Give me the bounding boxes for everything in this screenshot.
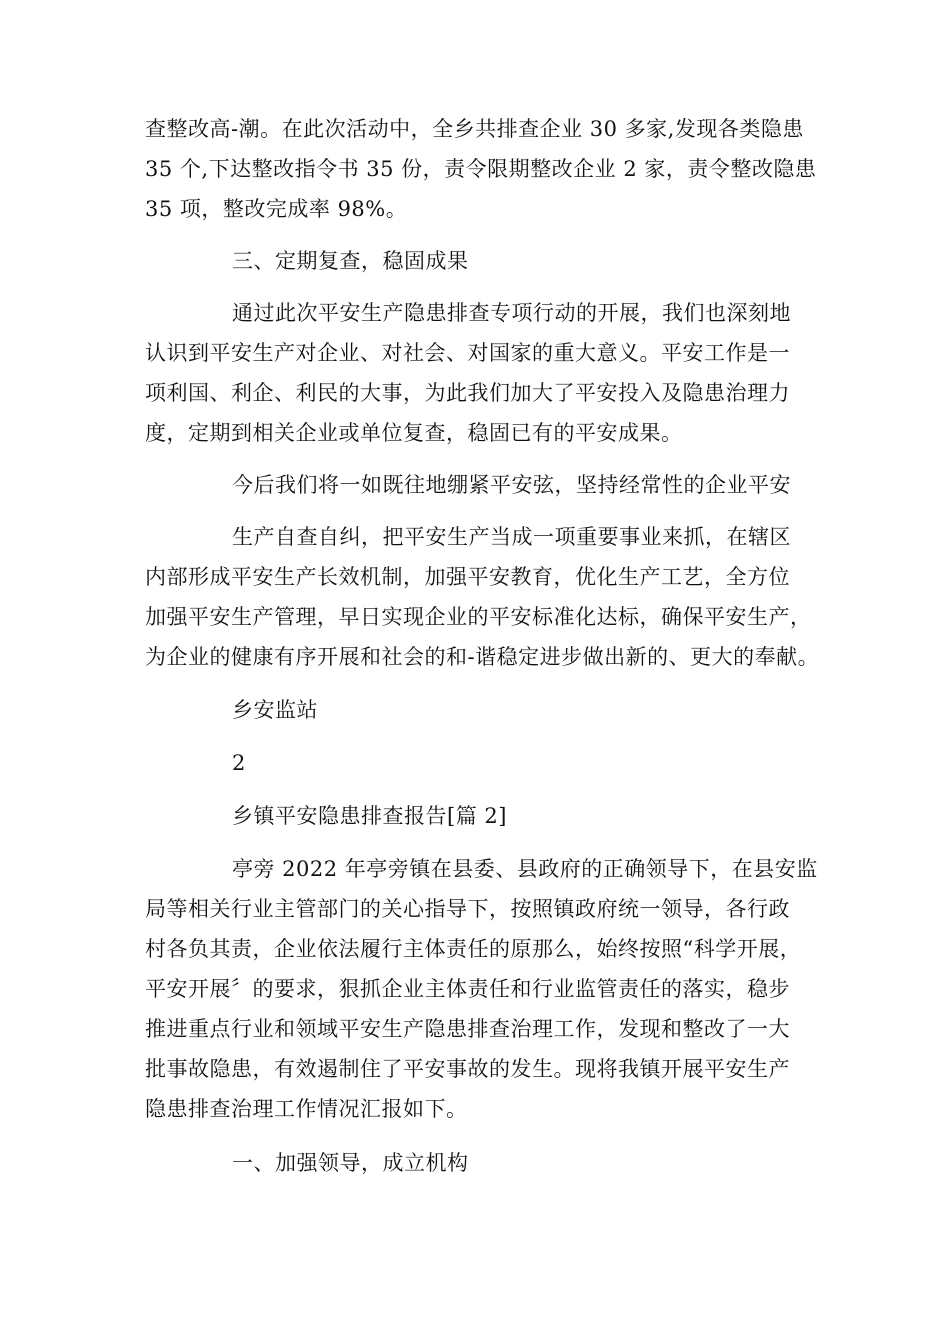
section-heading-3: 三、定期复查，稳固成果	[232, 249, 469, 273]
page-number: 2	[232, 751, 246, 775]
paragraph-line: 35 项，整改完成率 98%。	[145, 197, 408, 221]
paragraph-line: 平安开展〞的要求，狠抓企业主体责任和行业监管责任的落实，稳步	[145, 977, 790, 1001]
paragraph-line: 为企业的健康有序开展和社会的和-谐稳定进步做出新的、更大的奉献。	[145, 645, 820, 669]
paragraph-line: 隐患排查治理工作情况汇报如下。	[145, 1097, 468, 1121]
paragraph-line: 局等相关行业主管部门的关心指导下，按照镇政府统一领导，各行政	[145, 897, 790, 921]
section-title: 乡镇平安隐患排查报告[篇 2]	[232, 804, 507, 828]
paragraph-line: 通过此次平安生产隐患排查专项行动的开展，我们也深刻地	[232, 301, 791, 325]
paragraph-line: 批事故隐患，有效遏制住了平安事故的发生。现将我镇开展平安生产	[145, 1057, 790, 1081]
paragraph-line: 度，定期到相关企业或单位复查，稳固已有的平安成果。	[145, 421, 683, 445]
paragraph-line: 加强平安生产管理，早日实现企业的平安标准化达标，确保平安生产，	[145, 605, 812, 629]
signature: 乡安监站	[232, 698, 318, 722]
paragraph-line: 项利国、利企、利民的大事，为此我们加大了平安投入及隐患治理力	[145, 381, 790, 405]
paragraph-line: 推进重点行业和领域平安生产隐患排查治理工作，发现和整改了一大	[145, 1017, 790, 1041]
paragraph-line: 今后我们将一如既往地绷紧平安弦，坚持经常性的企业平安	[232, 473, 791, 497]
paragraph-line: 亭旁 2022 年亭旁镇在县委、县政府的正确领导下，在县安监	[232, 857, 818, 881]
paragraph-line: 村各负其责，企业依法履行主体责任的原那么，始终按照“科学开展，	[145, 937, 802, 961]
paragraph-line: 认识到平安生产对企业、对社会、对国家的重大意义。平安工作是一	[145, 341, 790, 365]
paragraph-line: 内部形成平安生产长效机制，加强平安教育，优化生产工艺，全方位	[145, 565, 790, 589]
paragraph-line: 35 个,下达整改指令书 35 份，责令限期整改企业 2 家，责令整改隐患	[145, 157, 817, 181]
section-heading-1: 一、加强领导，成立机构	[232, 1151, 469, 1175]
paragraph-line: 生产自查自纠，把平安生产当成一项重要事业来抓，在辖区	[232, 525, 791, 549]
paragraph-line: 查整改高-潮。在此次活动中，全乡共排查企业 30 多家,发现各类隐患	[145, 117, 804, 141]
